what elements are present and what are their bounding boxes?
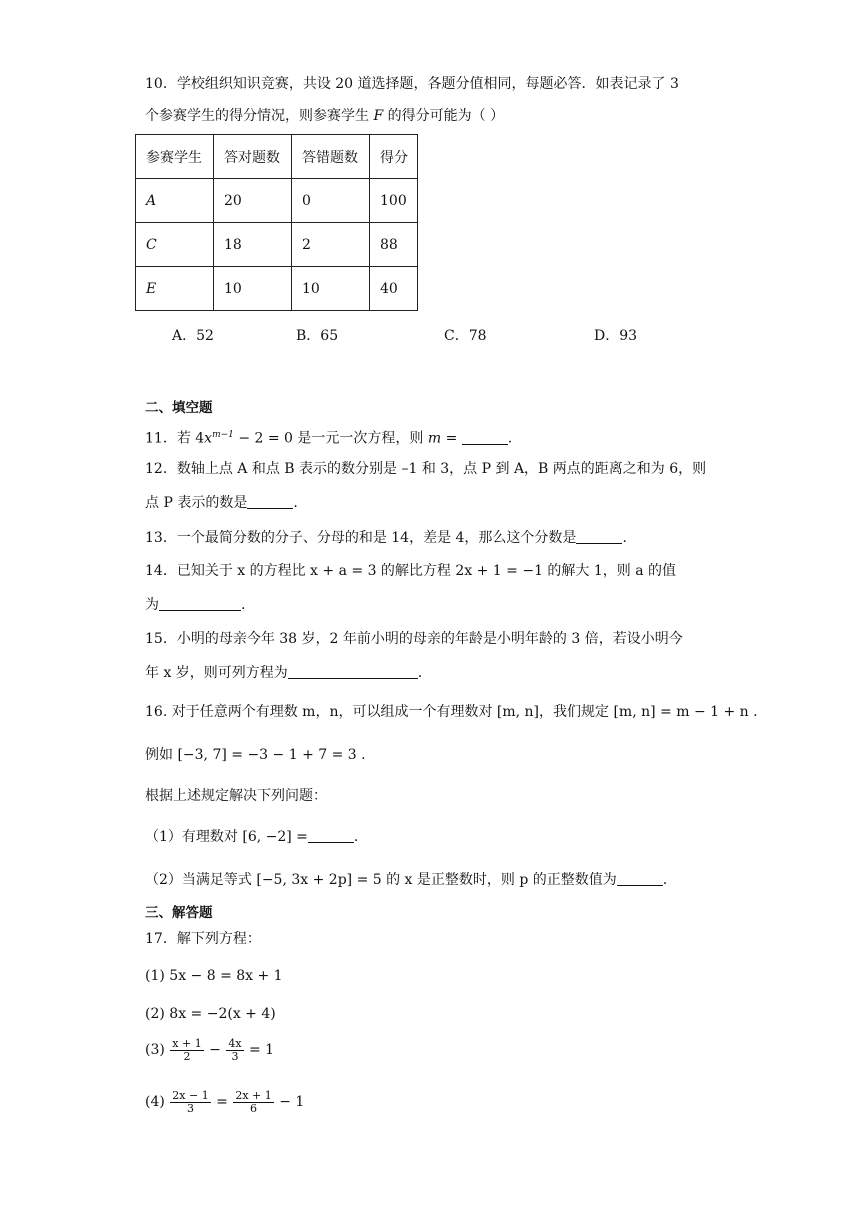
q11 [145, 425, 512, 449]
table-header: 答错题数 [292, 135, 370, 179]
q14-line2 [145, 595, 245, 615]
q16-sub1-period: . [353, 829, 359, 845]
q11-equals: = [441, 430, 462, 447]
table-cell: 10 [292, 267, 370, 311]
q16-sub2 [145, 870, 667, 890]
q13-period: . [622, 530, 627, 546]
q15-line1: 15．小明的母亲今年 38 岁，2 年前小明的母亲的年龄是小明年龄的 3 倍，若设小明今 [145, 631, 683, 647]
table-cell: 10 [214, 267, 292, 311]
q17-eq2: (2) 8x = −2(x + 4) [145, 1006, 276, 1022]
q14-answer-blank [159, 596, 241, 611]
frac-numerator: x + 1 [172, 1036, 202, 1050]
q11-text-a: 11．若 4 [145, 430, 205, 447]
q17-eq3 [145, 1036, 274, 1064]
table-header: 参赛学生 [136, 135, 214, 179]
q17-eq4 [145, 1088, 304, 1116]
frac-numerator: 2x − 1 [172, 1088, 209, 1102]
q11-answer-blank [462, 430, 508, 445]
table-row [136, 267, 418, 311]
q16-sub2-answer-blank [617, 871, 663, 886]
q17-eq3-op: − [204, 1042, 226, 1058]
q17-eq3-prefix: (3) [145, 1042, 170, 1058]
table-header-row [136, 135, 418, 179]
q17-title: 17．解下列方程： [145, 931, 261, 947]
table-header: 答对题数 [214, 135, 292, 179]
q10-line2 [145, 106, 504, 126]
table-cell: A [136, 179, 214, 223]
q14-line1: 14．已知关于 x 的方程比 x + a = 3 的解比方程 2x + 1 = −1 的解大 1，则 a 的值 [145, 563, 677, 579]
frac-denominator: 3 [186, 1101, 194, 1115]
q17-eq3-tail: = 1 [244, 1042, 275, 1058]
q15-period: . [417, 665, 423, 681]
q17-eq4-frac2 [233, 1090, 273, 1115]
option-c: C．78 [444, 328, 487, 344]
q17-eq4-frac1 [170, 1090, 210, 1115]
table-cell: 20 [214, 179, 292, 223]
q11-exponent: m−1 [212, 430, 234, 440]
q10-line2-text: 个参赛学生的得分情况，则参赛学生 [145, 108, 374, 124]
q16-sub2-text: （2）当满足等式 [−5, 3x + 2p] = 5 的 x 是正整数时，则 p 的正整数值为 [145, 872, 617, 888]
frac-denominator: 2 [183, 1049, 191, 1063]
q11-period: . [507, 430, 513, 447]
score-table [135, 134, 418, 311]
q12-answer-blank [247, 494, 293, 509]
q11-var-m: m [427, 430, 442, 447]
q13 [145, 528, 627, 548]
q16-sub1 [145, 827, 358, 847]
q17-eq4-op: = [211, 1094, 233, 1110]
q17-eq1: (1) 5x − 8 = 8x + 1 [145, 968, 283, 984]
table-cell: C [136, 223, 214, 267]
q12-line1: 12．数轴上点 A 和点 B 表示的数分别是 –1 和 3，点 P 到 A，B 两点的距离之和为 6，则 [145, 461, 707, 477]
section-heading-solve: 三、解答题 [145, 905, 213, 921]
q17-eq4-tail: − 1 [274, 1094, 305, 1110]
q16-line2: 例如 [−3, 7] = −3 − 1 + 7 = 3 . [145, 747, 366, 763]
option-d: D．93 [594, 328, 638, 344]
q10-line1: 10．学校组织知识竞赛，共设 20 道选择题，各题分值相同，每题必答．如表记录了 3 [145, 76, 679, 92]
table-row [136, 223, 418, 267]
table-cell: 88 [370, 223, 418, 267]
frac-numerator: 4x [228, 1036, 242, 1050]
option-b: B．65 [296, 328, 339, 344]
q17-eq3-frac1 [170, 1038, 203, 1063]
q12-line2-text: 点 P 表示的数是 [145, 495, 248, 511]
q12-line2 [145, 493, 298, 513]
q15-line2 [145, 663, 422, 683]
table-header: 得分 [370, 135, 418, 179]
q14-line2-text: 为 [145, 597, 159, 613]
q11-var-x: x [204, 430, 213, 447]
section-heading-fill: 二、填空题 [145, 400, 213, 416]
q16-line3: 根据上述规定解决下列问题： [145, 788, 327, 804]
q16-sub1-text: （1）有理数对 [6, −2] = [145, 829, 308, 845]
q17-eq4-prefix: (4) [145, 1094, 170, 1110]
frac-denominator: 6 [250, 1101, 258, 1115]
table-cell: 18 [214, 223, 292, 267]
frac-numerator: 2x + 1 [235, 1088, 272, 1102]
table-cell: 0 [292, 179, 370, 223]
option-a: A．52 [172, 328, 214, 344]
q13-answer-blank [576, 529, 622, 544]
q15-answer-blank [288, 664, 418, 679]
frac-denominator: 3 [231, 1049, 239, 1063]
q16-line1: 16. 对于任意两个有理数 m，n，可以组成一个有理数对 [m, n]，我们规定 [m, n] = m − 1 + n . [145, 704, 758, 720]
table-cell: 40 [370, 267, 418, 311]
table-cell: E [136, 267, 214, 311]
q16-sub2-period: . [662, 872, 668, 888]
q10-line2-end: 的得分可能为（ ） [383, 108, 505, 124]
q11-text-c: − 2 = 0 是一元一次方程，则 [233, 430, 428, 447]
table-row [136, 179, 418, 223]
q14-period: . [241, 597, 246, 613]
q15-line2-text: 年 x 岁，则可列方程为 [145, 665, 288, 681]
table-cell: 2 [292, 223, 370, 267]
q10-student-f: F [373, 108, 384, 124]
q17-eq3-frac2 [226, 1038, 243, 1063]
q13-text: 13．一个最简分数的分子、分母的和是 14，差是 4，那么这个分数是 [145, 530, 577, 546]
table-cell: 100 [370, 179, 418, 223]
q12-period: . [293, 495, 298, 511]
q16-sub1-answer-blank [308, 828, 354, 843]
